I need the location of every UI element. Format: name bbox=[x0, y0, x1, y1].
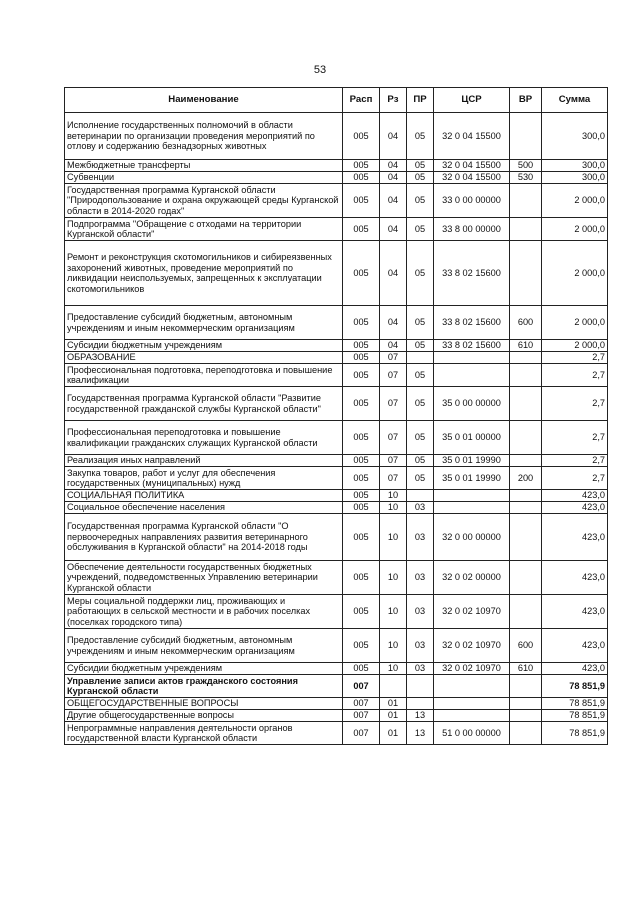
cell-pr: 13 bbox=[407, 710, 434, 722]
table-header-row bbox=[65, 88, 608, 113]
cell-csr: 35 0 00 00000 bbox=[434, 387, 510, 421]
cell-rz: 04 bbox=[380, 172, 407, 184]
cell-csr: 35 0 01 19990 bbox=[434, 467, 510, 490]
cell-rasp: 005 bbox=[343, 502, 380, 514]
cell-rasp: 005 bbox=[343, 113, 380, 160]
cell-vr bbox=[510, 595, 542, 629]
cell-sum: 300,0 bbox=[542, 172, 608, 184]
cell-rasp: 007 bbox=[343, 722, 380, 745]
cell-vr bbox=[510, 113, 542, 160]
cell-vr bbox=[510, 490, 542, 502]
cell-name: Предоставление субсидий бюджетным, автономным учреждениям и иным некоммерческим организациям bbox=[65, 306, 343, 340]
cell-pr: 05 bbox=[407, 184, 434, 218]
cell-vr bbox=[510, 352, 542, 364]
cell-sum: 423,0 bbox=[542, 663, 608, 675]
cell-rasp: 005 bbox=[343, 455, 380, 467]
cell-name: Обеспечение деятельности государственных бюджетных учреждений, подведомственных Управлению ветеринарии Курганской области bbox=[65, 561, 343, 595]
cell-rz: 04 bbox=[380, 160, 407, 172]
cell-rz: 10 bbox=[380, 561, 407, 595]
cell-rz: 04 bbox=[380, 241, 407, 306]
table-row bbox=[65, 387, 608, 421]
cell-vr: 200 bbox=[510, 467, 542, 490]
cell-csr: 32 0 02 10970 bbox=[434, 595, 510, 629]
cell-vr bbox=[510, 387, 542, 421]
cell-rz: 07 bbox=[380, 455, 407, 467]
header-vr: ВР bbox=[510, 88, 542, 113]
cell-name: СОЦИАЛЬНАЯ ПОЛИТИКА bbox=[65, 490, 343, 502]
cell-vr: 610 bbox=[510, 340, 542, 352]
cell-pr bbox=[407, 490, 434, 502]
cell-rasp: 007 bbox=[343, 675, 380, 698]
cell-vr: 610 bbox=[510, 663, 542, 675]
table-row bbox=[65, 663, 608, 675]
cell-sum: 2,7 bbox=[542, 455, 608, 467]
cell-vr bbox=[510, 514, 542, 561]
cell-rz: 10 bbox=[380, 629, 407, 663]
cell-name: Субсидии бюджетным учреждениям bbox=[65, 340, 343, 352]
cell-rz: 07 bbox=[380, 421, 407, 455]
cell-pr: 13 bbox=[407, 722, 434, 745]
cell-vr bbox=[510, 710, 542, 722]
table-row bbox=[65, 160, 608, 172]
table-row bbox=[65, 502, 608, 514]
header-csr: ЦСР bbox=[434, 88, 510, 113]
cell-rz: 07 bbox=[380, 352, 407, 364]
table-row bbox=[65, 421, 608, 455]
cell-vr bbox=[510, 455, 542, 467]
cell-name: Государственная программа Курганской области "Развитие государственной гражданской службы Курганской области" bbox=[65, 387, 343, 421]
cell-vr bbox=[510, 561, 542, 595]
cell-rz: 07 bbox=[380, 467, 407, 490]
cell-pr: 05 bbox=[407, 306, 434, 340]
cell-rz: 01 bbox=[380, 698, 407, 710]
cell-csr: 33 0 00 00000 bbox=[434, 184, 510, 218]
cell-name: Профессиональная переподготовка и повышение квалификации гражданских служащих Курганской области bbox=[65, 421, 343, 455]
cell-csr bbox=[434, 352, 510, 364]
cell-name: Межбюджетные трансферты bbox=[65, 160, 343, 172]
cell-pr: 05 bbox=[407, 172, 434, 184]
cell-pr: 05 bbox=[407, 241, 434, 306]
cell-name: Управление записи актов гражданского состояния Курганской области bbox=[65, 675, 343, 698]
cell-vr: 600 bbox=[510, 306, 542, 340]
cell-vr: 530 bbox=[510, 172, 542, 184]
cell-sum: 78 851,9 bbox=[542, 722, 608, 745]
cell-name: Субвенции bbox=[65, 172, 343, 184]
cell-rz: 10 bbox=[380, 595, 407, 629]
cell-sum: 2,7 bbox=[542, 352, 608, 364]
table-row bbox=[65, 710, 608, 722]
cell-csr: 32 0 02 00000 bbox=[434, 561, 510, 595]
header-rasp: Расп bbox=[343, 88, 380, 113]
cell-csr bbox=[434, 675, 510, 698]
cell-rasp: 007 bbox=[343, 710, 380, 722]
cell-sum: 2 000,0 bbox=[542, 306, 608, 340]
cell-rz: 10 bbox=[380, 502, 407, 514]
cell-sum: 423,0 bbox=[542, 490, 608, 502]
cell-csr: 33 8 02 15600 bbox=[434, 340, 510, 352]
cell-name: ОБРАЗОВАНИЕ bbox=[65, 352, 343, 364]
table-row bbox=[65, 218, 608, 241]
cell-csr bbox=[434, 710, 510, 722]
cell-rasp: 005 bbox=[343, 467, 380, 490]
header-pr: ПР bbox=[407, 88, 434, 113]
cell-csr: 33 8 00 00000 bbox=[434, 218, 510, 241]
table-row bbox=[65, 306, 608, 340]
cell-pr: 05 bbox=[407, 364, 434, 387]
cell-sum: 78 851,9 bbox=[542, 710, 608, 722]
table-row bbox=[65, 455, 608, 467]
cell-rasp: 005 bbox=[343, 352, 380, 364]
cell-name: Другие общегосударственные вопросы bbox=[65, 710, 343, 722]
cell-sum: 78 851,9 bbox=[542, 675, 608, 698]
cell-vr bbox=[510, 364, 542, 387]
cell-rz: 10 bbox=[380, 663, 407, 675]
cell-rz: 04 bbox=[380, 184, 407, 218]
cell-csr: 32 0 04 15500 bbox=[434, 172, 510, 184]
cell-vr bbox=[510, 184, 542, 218]
table-row bbox=[65, 698, 608, 710]
cell-pr: 05 bbox=[407, 113, 434, 160]
cell-csr: 32 0 02 10970 bbox=[434, 629, 510, 663]
budget-table bbox=[64, 87, 608, 745]
page-number: 53 bbox=[313, 64, 327, 76]
header-sum: Сумма bbox=[542, 88, 608, 113]
cell-sum: 423,0 bbox=[542, 629, 608, 663]
cell-pr: 03 bbox=[407, 502, 434, 514]
cell-pr: 03 bbox=[407, 561, 434, 595]
cell-csr: 51 0 00 00000 bbox=[434, 722, 510, 745]
cell-name: Государственная программа Курганской области "Природопользование и охрана окружающей среды Курганской области в 2014-2020 годах" bbox=[65, 184, 343, 218]
cell-pr: 03 bbox=[407, 629, 434, 663]
cell-rasp: 005 bbox=[343, 218, 380, 241]
cell-rz: 01 bbox=[380, 722, 407, 745]
cell-csr bbox=[434, 490, 510, 502]
cell-rasp: 005 bbox=[343, 340, 380, 352]
cell-csr: 33 8 02 15600 bbox=[434, 306, 510, 340]
table-row bbox=[65, 514, 608, 561]
cell-pr bbox=[407, 675, 434, 698]
table-row bbox=[65, 340, 608, 352]
cell-name: Меры социальной поддержки лиц, проживающих и работающих в сельской местности и в рабочих поселках (поселках городского типа) bbox=[65, 595, 343, 629]
cell-csr: 32 0 04 15500 bbox=[434, 160, 510, 172]
cell-csr: 35 0 01 19990 bbox=[434, 455, 510, 467]
cell-rasp: 005 bbox=[343, 241, 380, 306]
cell-name: Исполнение государственных полномочий в области ветеринарии по организации проведения мероприятий по отлову и содержанию безнадзорных животных bbox=[65, 113, 343, 160]
cell-sum: 2 000,0 bbox=[542, 184, 608, 218]
cell-pr: 05 bbox=[407, 387, 434, 421]
cell-rz: 04 bbox=[380, 340, 407, 352]
cell-csr bbox=[434, 698, 510, 710]
cell-sum: 423,0 bbox=[542, 502, 608, 514]
cell-rz bbox=[380, 675, 407, 698]
table-row bbox=[65, 172, 608, 184]
cell-sum: 423,0 bbox=[542, 595, 608, 629]
cell-name: Предоставление субсидий бюджетным, автономным учреждениям и иным некоммерческим организациям bbox=[65, 629, 343, 663]
header-name: Наименование bbox=[65, 88, 343, 113]
cell-rz: 04 bbox=[380, 306, 407, 340]
cell-name: Профессиональная подготовка, переподготовка и повышение квалификации bbox=[65, 364, 343, 387]
cell-sum: 2 000,0 bbox=[542, 340, 608, 352]
cell-name: Непрограммные направления деятельности органов государственной власти Курганской области bbox=[65, 722, 343, 745]
cell-name: Социальное обеспечение населения bbox=[65, 502, 343, 514]
cell-pr: 05 bbox=[407, 340, 434, 352]
cell-name: Подпрограмма "Обращение с отходами на территории Курганской области" bbox=[65, 218, 343, 241]
table-row bbox=[65, 675, 608, 698]
cell-rz: 10 bbox=[380, 490, 407, 502]
table-row bbox=[65, 467, 608, 490]
cell-sum: 2,7 bbox=[542, 387, 608, 421]
cell-sum: 423,0 bbox=[542, 561, 608, 595]
cell-sum: 300,0 bbox=[542, 160, 608, 172]
cell-rasp: 007 bbox=[343, 698, 380, 710]
cell-rz: 10 bbox=[380, 514, 407, 561]
cell-rz: 04 bbox=[380, 113, 407, 160]
cell-rasp: 005 bbox=[343, 364, 380, 387]
cell-sum: 2,7 bbox=[542, 467, 608, 490]
cell-rz: 07 bbox=[380, 387, 407, 421]
cell-pr: 05 bbox=[407, 218, 434, 241]
cell-sum: 2,7 bbox=[542, 421, 608, 455]
cell-sum: 2 000,0 bbox=[542, 241, 608, 306]
cell-csr: 32 0 04 15500 bbox=[434, 113, 510, 160]
cell-rz: 01 bbox=[380, 710, 407, 722]
table-row bbox=[65, 490, 608, 502]
cell-csr: 32 0 02 10970 bbox=[434, 663, 510, 675]
cell-name: ОБЩЕГОСУДАРСТВЕННЫЕ ВОПРОСЫ bbox=[65, 698, 343, 710]
table-row bbox=[65, 629, 608, 663]
cell-name: Субсидии бюджетным учреждениям bbox=[65, 663, 343, 675]
cell-pr bbox=[407, 698, 434, 710]
table-row bbox=[65, 241, 608, 306]
cell-vr bbox=[510, 675, 542, 698]
header-rz: Рз bbox=[380, 88, 407, 113]
cell-rasp: 005 bbox=[343, 421, 380, 455]
cell-rz: 07 bbox=[380, 364, 407, 387]
cell-pr: 03 bbox=[407, 663, 434, 675]
table-row bbox=[65, 184, 608, 218]
cell-rasp: 005 bbox=[343, 561, 380, 595]
cell-csr: 33 8 02 15600 bbox=[434, 241, 510, 306]
cell-vr bbox=[510, 421, 542, 455]
cell-sum: 423,0 bbox=[542, 514, 608, 561]
cell-name: Закупка товаров, работ и услуг для обеспечения государственных (муниципальных) нужд bbox=[65, 467, 343, 490]
cell-sum: 2 000,0 bbox=[542, 218, 608, 241]
cell-pr bbox=[407, 352, 434, 364]
table-row bbox=[65, 722, 608, 745]
cell-rasp: 005 bbox=[343, 663, 380, 675]
cell-sum: 2,7 bbox=[542, 364, 608, 387]
table-row bbox=[65, 113, 608, 160]
cell-pr: 05 bbox=[407, 421, 434, 455]
cell-rasp: 005 bbox=[343, 387, 380, 421]
table-row bbox=[65, 561, 608, 595]
cell-pr: 03 bbox=[407, 514, 434, 561]
cell-sum: 78 851,9 bbox=[542, 698, 608, 710]
cell-rasp: 005 bbox=[343, 306, 380, 340]
cell-csr bbox=[434, 364, 510, 387]
cell-csr bbox=[434, 502, 510, 514]
cell-vr bbox=[510, 722, 542, 745]
cell-name: Ремонт и реконструкция скотомогильников и сибиреязвенных захоронений животных, проведение мероприятий по ликвидации неиспользуемых, запрещенных к эксплуатации скотомогильников bbox=[65, 241, 343, 306]
cell-vr: 600 bbox=[510, 629, 542, 663]
cell-name: Государственная программа Курганской области "О первоочередных направлениях развития ветеринарного обслуживания в Курганской области" на 2014-2018 годы bbox=[65, 514, 343, 561]
cell-rasp: 005 bbox=[343, 184, 380, 218]
cell-vr bbox=[510, 502, 542, 514]
cell-pr: 05 bbox=[407, 455, 434, 467]
cell-pr: 03 bbox=[407, 595, 434, 629]
cell-vr bbox=[510, 241, 542, 306]
cell-pr: 05 bbox=[407, 160, 434, 172]
cell-vr: 500 bbox=[510, 160, 542, 172]
cell-rasp: 005 bbox=[343, 172, 380, 184]
cell-sum: 300,0 bbox=[542, 113, 608, 160]
cell-rasp: 005 bbox=[343, 595, 380, 629]
cell-rasp: 005 bbox=[343, 160, 380, 172]
cell-name: Реализация иных направлений bbox=[65, 455, 343, 467]
table-row bbox=[65, 352, 608, 364]
cell-csr: 35 0 01 00000 bbox=[434, 421, 510, 455]
cell-rasp: 005 bbox=[343, 514, 380, 561]
cell-csr: 32 0 00 00000 bbox=[434, 514, 510, 561]
cell-pr: 05 bbox=[407, 467, 434, 490]
table-row bbox=[65, 595, 608, 629]
cell-vr bbox=[510, 698, 542, 710]
cell-rasp: 005 bbox=[343, 629, 380, 663]
table-row bbox=[65, 364, 608, 387]
cell-rz: 04 bbox=[380, 218, 407, 241]
cell-rasp: 005 bbox=[343, 490, 380, 502]
cell-vr bbox=[510, 218, 542, 241]
